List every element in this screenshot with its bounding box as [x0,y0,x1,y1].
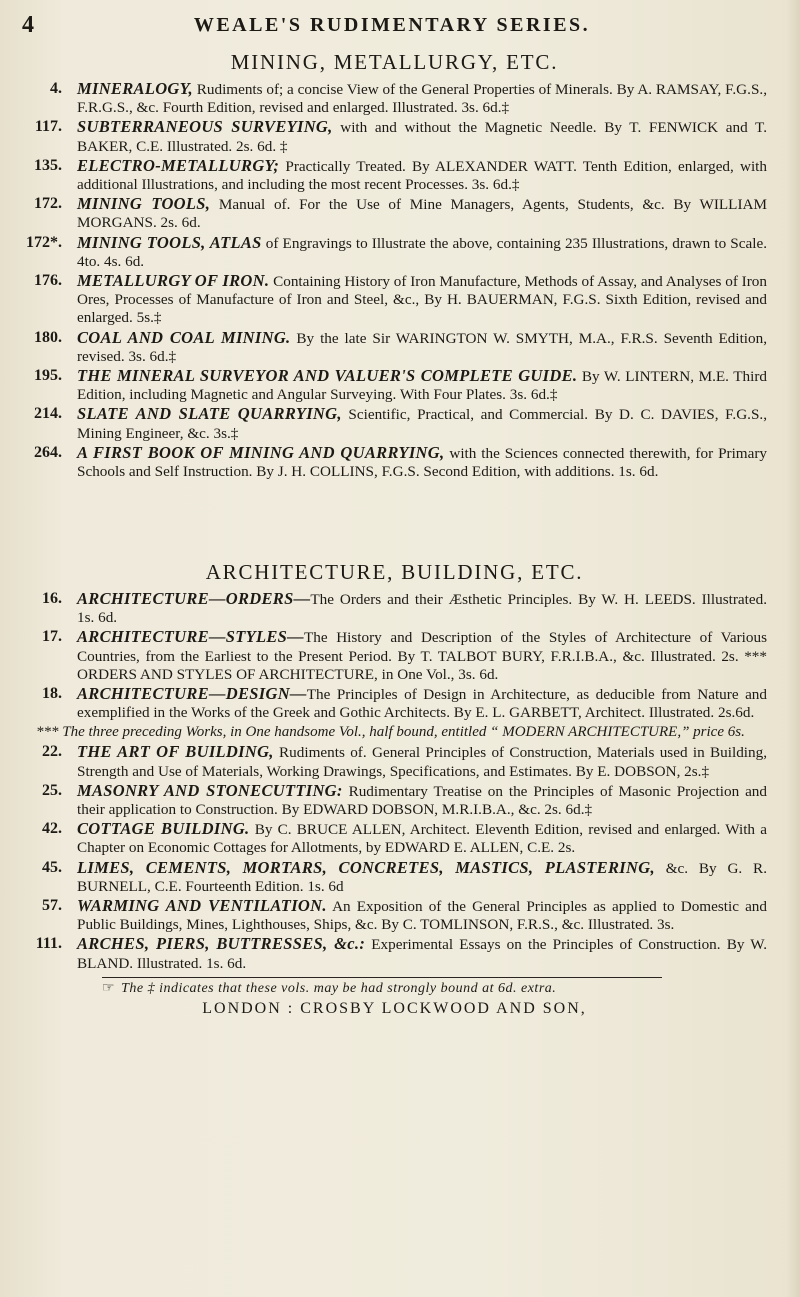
entry-text [77,782,767,819]
catalogue-entry [22,405,767,442]
entry-text [77,935,767,972]
entry-description: By W. LINTERN, M.E. Third Edition, including Magnetic and Angular Surveying. With Four Plates. 3s. 6d.‡ [77,368,768,404]
entry-title: METALLURGY OF IRON. [77,271,270,291]
entry-description: &c. By G. R. BURNELL, C.E. Fourteenth Edition. 1s. 6d [77,859,767,895]
architecture-entry-list [22,590,767,722]
entry-title: COAL AND COAL MINING. [77,327,291,347]
catalogue-entry [22,782,767,819]
pointing-hand-icon: ☞ [102,980,116,996]
entry-title: THE MINERAL SURVEYOR AND VALUER'S COMPLETE GUIDE. [77,366,578,386]
entry-description: of Engravings to Illustrate the above, containing 235 Illustrations, drawn to Scale. 4to. 4s. 6d. [77,234,767,270]
entry-description: with and without the Magnetic Needle. By T. FENWICK and T. BAKER, C.E. Illustrated. 2s. 6d. ‡ [77,119,767,155]
entry-title: MINERALOGY, [77,79,193,98]
entry-text [77,272,767,328]
entry-number: 18. [42,685,62,703]
catalogue-entry [22,118,767,155]
mining-entry-list [22,80,767,481]
catalogue-entry [22,590,767,627]
entry-number: 17. [42,628,62,646]
entry-title: ARCHES, PIERS, BUTTRESSES, &c.: [77,934,366,954]
entry-description: Containing History of Iron Manufacture, Methods of Assay, and Analyses of Iron Ores, Processes of Manufacture of Iron and Steel, &c., By H. BAUERMAN, F.G.S. Sixth Edition, revised and enlarged. 5s.‡ [77,273,767,327]
entry-number: 45. [42,858,62,876]
catalogue-entry [22,935,767,972]
entry-text [77,118,767,155]
entry-text [77,444,767,481]
entry-title: LIMES, CEMENTS, MORTARS, CONCRETES, MASTICS, PLASTERING, [77,857,655,877]
catalogue-entry [22,743,767,780]
entry-description: The Principles of Design in Architecture, as deducible from Nature and exemplified in the Works of the Greek and Gothic Architects. By E. L. GARBETT, Architect. Illustrated. 2s.6d. [77,686,767,722]
entry-title: ELECTRO-METALLURGY; [77,155,280,175]
entry-title: THE ART OF BUILDING, [77,742,274,762]
publisher-imprint: LONDON : CROSBY LOCKWOOD AND SON, [202,999,587,1017]
entry-number: 180. [34,328,62,346]
entry-text [77,367,767,404]
entry-title: A FIRST BOOK OF MINING AND QUARRYING, [77,442,445,462]
footer-rule [102,977,662,978]
entry-title: SUBTERRANEOUS SURVEYING, [77,117,333,137]
entry-description: An Exposition of the General Principles as applied to Domestic and Public Buildings, Mines, Lighthouses, Ships, &c. By C. TOMLINSON, F.R.S., &c. Illustrated. 3s. [77,898,767,934]
catalogue-entry [22,444,767,481]
entry-text [77,590,767,627]
entry-title: ARCHITECTURE—STYLES— [77,627,304,647]
entry-text [77,628,767,684]
entry-number: 117. [34,118,62,136]
entry-text [77,195,767,232]
architecture-entry-list-continued [22,743,767,972]
catalogue-entry [22,272,767,328]
entry-title: COTTAGE BUILDING. [77,819,250,839]
entry-description: Practically Treated. By ALEXANDER WATT. Tenth Edition, enlarged, with additional Illustrations, and including the most recent Processes. 3s. 6d.‡ [77,157,767,194]
entry-description: By C. BRUCE ALLEN, Architect. Eleventh Edition, revised and enlarged. With a Chapter on Economic Cottages for Allotments, by EDWARD E. ALLEN, C.E. 2s. [77,821,767,857]
entry-number: 25. [42,781,62,799]
entry-description: The History and Description of the Styles of Architecture of Various Countries, from the Earliest to the Present Period. By T. TALBOT BURY, F.R.I.B.A., &c. Illustrated. 2s. *** ORDERS AND STYLES OF ARCHITECTURE, in One Vol., 3s. 6d. [77,629,767,683]
entry-number: 42. [42,820,62,838]
catalogue-entry [22,234,767,271]
entry-title: SLATE AND SLATE QUARRYING, [77,404,342,424]
entry-text [77,329,767,366]
catalogue-entry [22,367,767,404]
entry-title: ARCHITECTURE—DESIGN— [77,684,307,704]
entry-text [77,80,767,117]
entry-number: 214. [34,405,62,423]
series-note: *** The three preceding Works, in One handsome Vol., half bound, entitled “ MODERN ARCHITECTURE,” price 6s. [36,724,745,741]
entry-title: ARCHITECTURE—ORDERS— [77,589,311,608]
catalogue-entry [22,157,767,194]
entry-text [77,157,767,194]
catalogue-entry [22,685,767,722]
entry-number: 4. [50,80,62,97]
mining-section [22,50,767,482]
entry-title: MINING TOOLS, ATLAS [77,232,262,252]
catalogue-entry [22,628,767,684]
catalogue-entry [22,820,767,857]
page-header [22,12,762,42]
entry-description: By the late Sir WARINGTON W. SMYTH, M.A., F.R.S. Seventh Edition, revised. 3s. 6d.‡ [77,329,767,365]
entry-description: Rudiments of; a concise View of the General Properties of Minerals. By A. RAMSAY, F.G.S., F.R.G.S., &c. Fourth Edition, revised and enlarged. Illustrated. 3s. 6d.‡ [77,81,767,117]
entry-title: WARMING AND VENTILATION. [77,896,327,916]
entry-text [77,685,767,722]
entry-text [77,897,767,934]
page-edge-shadow [786,0,800,1297]
footnote-text: The ‡ indicates that these vols. may be had strongly bound at 6d. extra. [121,980,557,996]
entry-description: Rudiments of. General Principles of Construction, Materials used in Building, Strength and Use of Materials, Working Drawings, Specifications, and Estimates. By E. DOBSON, 2s.‡ [77,744,767,780]
entry-number: 22. [42,743,62,761]
entry-text [77,405,767,442]
entry-number: 57. [42,897,62,915]
entry-description: Rudimentary Treatise on the Principles of Masonic Projection and their application to Construction. By EDWARD DOBSON, M.R.I.B.A., &c. 2s. 6d.‡ [77,782,767,819]
entry-description: Experimental Essays on the Principles of Construction. By W. BLAND. Illustrated. 1s. 6d. [77,936,767,972]
entry-number: 264. [34,443,62,461]
architecture-section [22,560,767,1018]
entry-number: 111. [35,935,62,953]
catalogue-entry [22,859,767,896]
entry-title: MINING TOOLS, [77,194,211,214]
section-heading: MINING, METALLURGY, ETC. [230,50,559,74]
section-heading: ARCHITECTURE, BUILDING, ETC. [205,560,584,584]
entry-number: 172. [34,195,62,213]
page-number: 4 [22,12,34,38]
catalogue-entry [22,195,767,232]
entry-number: 135. [34,156,62,174]
entry-text [77,743,767,780]
entry-text [77,820,767,857]
catalogue-entry [22,329,767,366]
entry-description: Scientific, Practical, and Commercial. By D. C. DAVIES, F.G.S., Mining Engineer, &c. 3s.‡ [77,406,767,442]
entry-title: MASONRY AND STONECUTTING: [77,780,343,800]
entry-text [77,859,767,896]
entry-description: The Orders and their Æsthetic Principles. By W. H. LEEDS. Illustrated. 1s. 6d. [77,591,767,627]
entry-text [77,234,767,271]
entry-number: 176. [34,272,62,290]
entry-number: 172*. [26,233,62,251]
footnote [102,980,767,997]
entry-description: with the Sciences connected therewith, for Primary Schools and Self Instruction. By J. H. COLLINS, F.G.S. Second Edition, with additions. 1s. 6d. [77,444,767,481]
catalogue-entry [22,80,767,117]
catalogue-entry [22,897,767,934]
entry-number: 195. [34,367,62,385]
entry-description: Manual of. For the Use of Mine Managers, Agents, Students, &c. By WILLIAM MORGANS. 2s. 6d. [77,196,767,232]
entry-number: 16. [42,590,62,607]
running-head: WEALE'S RUDIMENTARY SERIES. [193,14,591,36]
